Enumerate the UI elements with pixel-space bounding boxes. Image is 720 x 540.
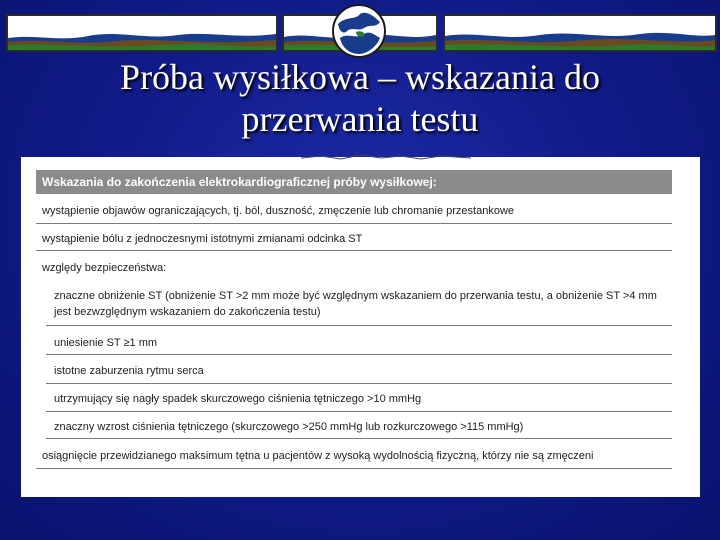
table-row: względy bezpieczeństwa: xyxy=(42,262,167,274)
table-row: wystąpienie bólu z jednoczesnymi istotnymi zmianami odcinka ST xyxy=(36,227,672,251)
landscape-banner-right xyxy=(443,14,717,52)
table-row-sub: utrzymujący się nagły spadek skurczowego ciśnienia tętniczego >10 mmHg xyxy=(46,387,672,412)
landscape-banner-left xyxy=(6,14,278,52)
globe-icon xyxy=(330,2,388,60)
indications-table xyxy=(21,157,700,497)
table-row: wystąpienie objawów ograniczających, tj. ból, duszność, zmęczenie lub chromanie przestankowe xyxy=(36,199,672,224)
scan-artifact xyxy=(301,154,471,160)
slide-title-line-2: przerwania testu xyxy=(241,99,479,139)
table-row-sub: znaczne obniżenie ST (obniżenie ST >2 mm może być względnym wskazaniem do przerwania testu, a obniżenie ST >4 mm jest bezwzględnym wskazaniem do zakończenia testu) xyxy=(46,284,672,326)
table-header: Wskazania do zakończenia elektrokardiograficznej próby wysiłkowej: xyxy=(36,170,672,194)
table-row-sub: znaczny wzrost ciśnienia tętniczego (skurczowego >250 mmHg lub rozkurczowego >115 mmHg) xyxy=(46,415,672,439)
table-row: osiągnięcie przewidzianego maksimum tętna u pacjentów z wysoką wydolnością fizyczną, którzy nie są zmęczeni xyxy=(36,443,672,469)
decorative-banner xyxy=(0,0,720,60)
table-row-sub: uniesienie ST ≥1 mm xyxy=(46,331,672,355)
slide-title-line-1: Próba wysiłkowa – wskazania do xyxy=(120,57,600,97)
slide-title xyxy=(0,56,720,140)
table-row-sub: istotne zaburzenia rytmu serca xyxy=(46,359,672,384)
